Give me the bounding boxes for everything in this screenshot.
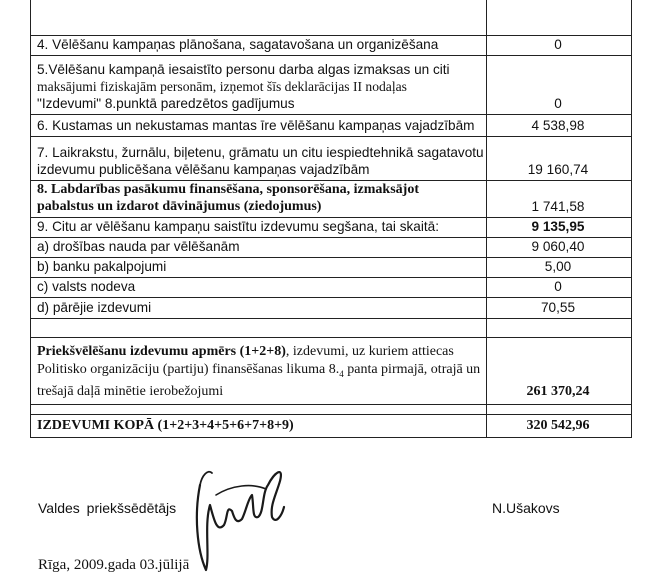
row-line: maksājumi fiziskajām personām, izņemot šīs deklarācijas II nodaļas [37, 79, 407, 94]
row-line [37, 361, 479, 383]
row-line: d) pārējie izdevumi [37, 300, 152, 315]
row-description [37, 36, 479, 53]
row-description [37, 238, 479, 255]
row-line: b) banku pakalpojumi [37, 259, 167, 274]
row-line: 4. Vēlēšanu kampaņas plānošana, sagatavošana un organizēšana [37, 37, 439, 52]
row-description [37, 258, 479, 275]
row-description [37, 117, 479, 134]
signature-stroke [216, 486, 266, 495]
law-ref-rest: panta pirmajā, otrajā un [343, 362, 481, 378]
row-line: a) drošības nauda par vēlēšanām [37, 239, 240, 254]
row-line: 5.Vēlēšanu kampaņā iesaistīto personu darba algas izmaksas un citi [37, 62, 450, 77]
row-description [37, 417, 479, 434]
table-row-5 [31, 56, 631, 115]
row-description [37, 181, 479, 215]
table-row-8 [31, 181, 631, 218]
row-value: 4 538,98 [531, 118, 585, 133]
signature-mark [192, 455, 292, 575]
row-line: c) valsts nodeva [37, 279, 136, 294]
table-row-a [31, 238, 631, 258]
signature-stroke [200, 472, 212, 485]
chair-label: Valdes priekšsēdētājs [38, 500, 177, 516]
row-line: trešajā daļā minētie ierobežojumi [37, 384, 224, 399]
table-row [31, 0, 631, 36]
pre-election-rest: , izdevumi, uz kuriem attiecas [285, 344, 454, 360]
row-description [37, 61, 479, 112]
table-row-d [31, 298, 631, 319]
row-line: izdevumu publicēšana vēlēšanu kampaņas vajadzībām [37, 162, 370, 177]
row-description [37, 144, 484, 178]
table-row-6 [31, 115, 631, 137]
table-row-4 [31, 36, 631, 56]
signer-name: N.Ušakovs [492, 500, 560, 516]
law-ref-text: Politisko organizāciju (partiju) finansēšanas likuma 8. [37, 362, 340, 378]
row-line: 9. Citu ar vēlēšanu kampaņu saistītu izdevumu segšana, tai skaitā: [37, 219, 439, 234]
table-row-total [31, 415, 631, 438]
row-value: 19 160,74 [527, 162, 589, 177]
row-value: 9 060,40 [531, 239, 585, 254]
table-row-7 [31, 137, 631, 181]
table-row-pre-election [31, 338, 631, 405]
row-line: 7. Laikrakstu, žurnālu, biļetenu, grāmatu un citu iespiedtehnikā sagatavotu [37, 145, 484, 160]
row-value: 0 [554, 96, 562, 111]
row-description [37, 218, 479, 235]
row-value: 70,55 [540, 300, 576, 315]
row-line: 8. Labdarības pasākumu finansēšana, sponsorēšana, izmaksājot [37, 182, 419, 197]
row-description [37, 299, 479, 316]
table-row-9 [31, 218, 631, 238]
row-value: 9 135,95 [531, 219, 585, 234]
row-value: 5,00 [544, 259, 572, 274]
expense-table [30, 0, 632, 438]
row-value: 261 370,24 [526, 384, 590, 399]
table-row-empty [31, 319, 631, 338]
total-label: IZDEVUMI KOPĀ (1+2+3+4+5+6+7+8+9) [37, 418, 294, 433]
row-line: "Izdevumi" 8.punktā paredzētos gadījumus [37, 96, 295, 111]
table-row-spacer [31, 405, 631, 415]
row-value: 1 741,58 [531, 199, 585, 214]
law-ref-sub: 4 [339, 369, 344, 379]
row-value: 320 542,96 [526, 418, 590, 433]
row-description [37, 343, 479, 401]
row-description [37, 278, 479, 295]
row-line: 6. Kustamas un nekustamas mantas īre vēlēšanu kampaņas vajadzībām [37, 118, 475, 133]
pre-election-bold: Priekšvēlēšanu izdevumu apmērs (1+2+8) [37, 344, 286, 360]
table-row-c [31, 278, 631, 298]
row-value: 0 [554, 37, 562, 52]
row-line: pabalstus un izdarot dāvinājumus (ziedojumus) [37, 199, 322, 214]
row-value: 0 [554, 279, 562, 294]
row-line [37, 343, 479, 361]
place-date: Rīga, 2009.gada 03.jūlijā [38, 557, 190, 573]
table-row-b [31, 258, 631, 278]
